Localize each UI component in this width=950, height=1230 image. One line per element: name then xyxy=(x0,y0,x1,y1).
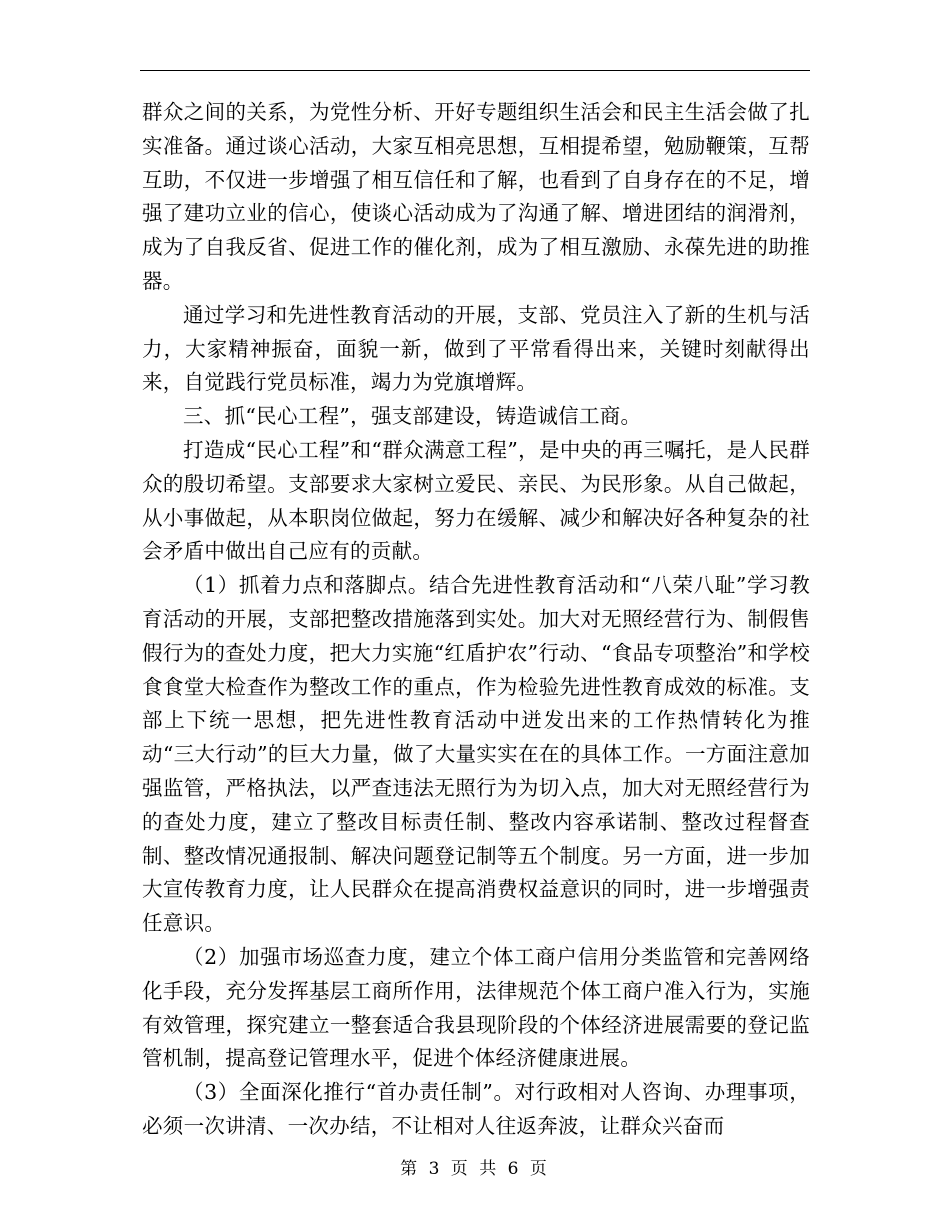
section-heading-three: 三、抓“民心工程”，强支部建设，铸造诚信工商。 xyxy=(183,404,642,429)
header-rule xyxy=(140,70,810,71)
paragraph-item-1: （1）抓着力点和落脚点。结合先进性教育活动和“八荣八耻”学习教育活动的开展，支部把整改措施落到实处。加大对无照经营行为、制假售假行为的查处力度，把大力实施“红盾护农”行动、“食品专项整治”和学校食食堂大检查作为整改工作的重点，作为检验先进性教育成效的标准。支部上下统一思想，把先进性教育活动中迸发出来的工作热情转化为推动“三大行动”的巨大力量，做了大量实实在在的具体工作。一方面注意加强监管，严格执法，以严查违法无照行为为切入点，加大对无照经营行为的查处力度，建立了整改目标责任制、整改内容承诺制、整改过程督查制、整改情况通报制、解决问题登记制等五个制度。另一方面，进一步加大宣传教育力度，让人民群众在提高消费权益意识的同时，进一步增强责任意识。 xyxy=(142,573,810,936)
body-text xyxy=(142,96,810,1144)
paragraph-item-2: （2）加强市场巡查力度，建立个体工商户信用分类监管和完善网络化手段，充分发挥基层工商所作用，法律规范个体工商户准入行为，实施有效管理，探究建立一整套适合我县现阶段的个体经济进展需要的登记监管机制，提高登记管理水平，促进个体经济健康进展。 xyxy=(142,944,810,1071)
paragraph-people-project: 打造成“民心工程”和“群众满意工程”，是中央的再三嘱托，是人民群众的殷切希望。支部要求大家树立爱民、亲民、为民形象。从自己做起，从小事做起，从本职岗位做起，努力在缓解、减少和解决好各种复杂的社会矛盾中做出自己应有的贡献。 xyxy=(142,437,810,564)
page-footer: 第 3 页 共 6 页 xyxy=(400,1159,550,1179)
paragraph-study-results: 通过学习和先进性教育活动的开展，支部、党员注入了新的生机与活力，大家精神振奋，面貌一新，做到了平常看得出来，关键时刻献得出来，自觉践行党员标准，竭力为党旗增辉。 xyxy=(142,302,810,395)
paragraph-continuation: 群众之间的关系，为党性分析、开好专题组织生活会和民主生活会做了扎实准备。通过谈心活动，大家互相亮思想，互相提希望，勉励鞭策，互帮互助，不仅进一步增强了相互信任和了解，也看到了自身存在的不足，增强了建功立业的信心，使谈心活动成为了沟通了解、增进团结的润滑剂，成为了自我反省、促进工作的催化剂，成为了相互激励、永葆先进的助推器。 xyxy=(142,100,810,293)
paragraph-item-3: （3）全面深化推行“首办责任制”。对行政相对人咨询、办理事项，必须一次讲清、一次办结，不让相对人往返奔波，让群众兴奋而 xyxy=(142,1080,810,1138)
